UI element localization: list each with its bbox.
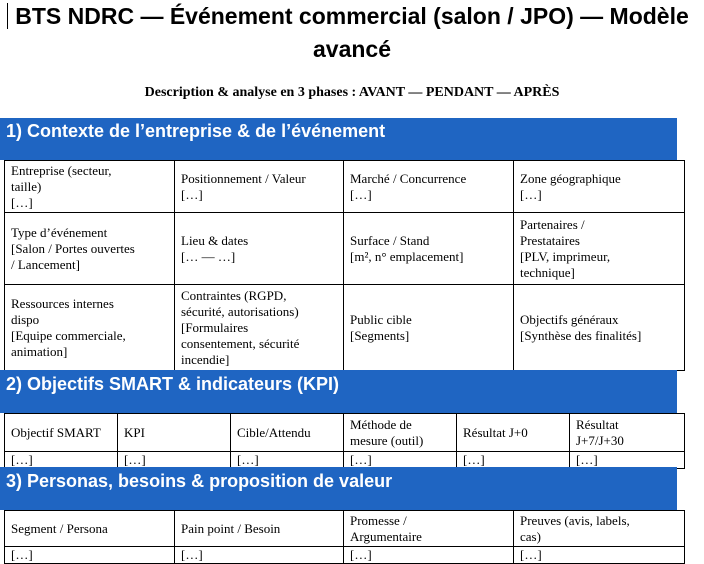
context-cell-partners[interactable]: Partenaires / Prestataires [PLV, imprimeur, technique]: [514, 213, 685, 285]
persona-header-proofs: Preuves (avis, labels, cas): [514, 511, 685, 547]
page-title: [0, 0, 704, 66]
context-cell-target[interactable]: Public cible [Segments]: [344, 285, 514, 371]
title-line-2: avancé: [312, 36, 391, 62]
kpi-header-result-j7: Résultat J+7/J+30: [570, 414, 685, 452]
section-2-heading: 2) Objectifs SMART & indicateurs (KPI): [0, 370, 677, 413]
persona-value-segment[interactable]: […]: [5, 547, 175, 564]
kpi-header-objective: Objectif SMART: [5, 414, 118, 452]
context-cell-resources[interactable]: Ressources internes dispo [Equipe commerciale, animation]: [5, 285, 175, 371]
table-row: [5, 452, 685, 469]
kpi-header-result-j0: Résultat J+0: [457, 414, 570, 452]
kpi-value-kpi[interactable]: […]: [118, 452, 231, 469]
table-row: [5, 285, 685, 371]
kpi-value-result-j7[interactable]: […]: [570, 452, 685, 469]
persona-header-promise: Promesse / Argumentaire: [344, 511, 514, 547]
persona-value-pain-point[interactable]: […]: [175, 547, 344, 564]
table-row: [5, 213, 685, 285]
section-1-heading: 1) Contexte de l’entreprise & de l’événement: [0, 118, 677, 160]
context-cell-market[interactable]: Marché / Concurrence […]: [344, 161, 514, 213]
context-cell-place-dates[interactable]: Lieu & dates [… — …]: [175, 213, 344, 285]
table-row: [5, 414, 685, 452]
persona-header-segment: Segment / Persona: [5, 511, 175, 547]
kpi-header-method: Méthode de mesure (outil): [344, 414, 457, 452]
kpi-header-target: Cible/Attendu: [231, 414, 344, 452]
kpi-value-method[interactable]: […]: [344, 452, 457, 469]
kpi-header-kpi: KPI: [118, 414, 231, 452]
context-cell-constraints[interactable]: Contraintes (RGPD, sécurité, autorisations) [Formulaires consentement, sécurité incendie]: [175, 285, 344, 371]
context-table: [4, 160, 685, 371]
kpi-value-objective[interactable]: […]: [5, 452, 118, 469]
table-row: [5, 511, 685, 547]
subtitle: Description & analyse en 3 phases : AVANT — PENDANT — APRÈS: [144, 85, 560, 100]
table-row: [5, 547, 685, 564]
section-3-heading: 3) Personas, besoins & proposition de valeur: [0, 467, 677, 510]
context-cell-event-type[interactable]: Type d’événement [Salon / Portes ouvertes / Lancement]: [5, 213, 175, 285]
persona-value-promise[interactable]: […]: [344, 547, 514, 564]
persona-table: [4, 510, 685, 564]
context-cell-goals[interactable]: Objectifs généraux [Synthèse des finalités]: [514, 285, 685, 371]
context-cell-zone[interactable]: Zone géographique […]: [514, 161, 685, 213]
title-line-1: BTS NDRC — Événement commercial (salon / JPO) — Modèle: [15, 3, 689, 29]
context-cell-surface[interactable]: Surface / Stand [m², n° emplacement]: [344, 213, 514, 285]
context-cell-company[interactable]: Entreprise (secteur, taille) […]: [5, 161, 175, 213]
persona-header-pain-point: Pain point / Besoin: [175, 511, 344, 547]
kpi-value-target[interactable]: […]: [231, 452, 344, 469]
kpi-table: [4, 413, 685, 469]
table-row: [5, 161, 685, 213]
persona-value-proofs[interactable]: […]: [514, 547, 685, 564]
kpi-value-result-j0[interactable]: […]: [457, 452, 570, 469]
context-cell-positioning[interactable]: Positionnement / Valeur […]: [175, 161, 344, 213]
